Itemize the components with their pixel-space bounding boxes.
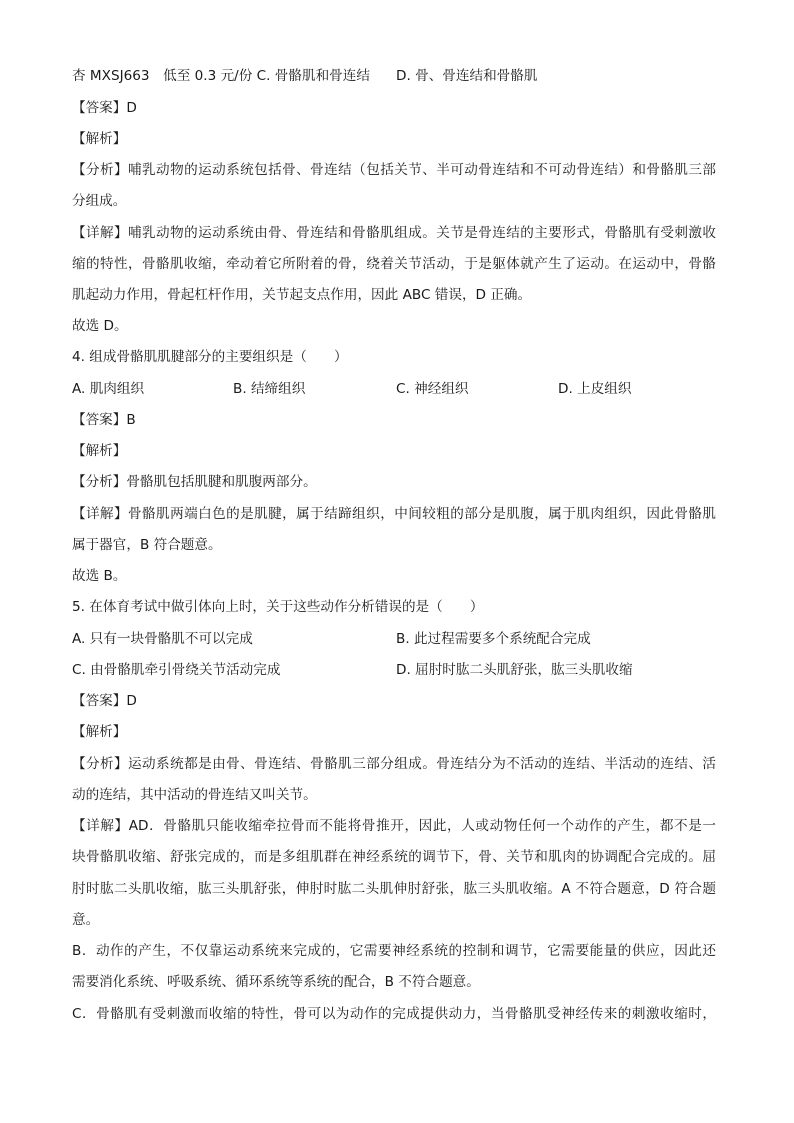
q4-stem: 4. 组成骨骼肌肌腱部分的主要组织是（ ） [72, 349, 348, 365]
q5-b-line-1: B．动作的产生，不仅靠运动系统来完成的，它需要神经系统的控制和调节，它需要能量的供应，因此还 [72, 943, 716, 959]
q5-xiangjie-line-1: 【详解】AD．骨骼肌只能收缩牵拉骨而不能将骨推开，因此，人或动物任何一个动作的产生，都不是一 [72, 818, 716, 834]
q4-option-d: D. 上皮组织 [558, 381, 632, 397]
q3-option-c: 杏 MXSJ663 低至 0.3 元/份 C. 骨骼肌和骨连结 [72, 68, 370, 84]
q5-fenxi-line-1: 【分析】运动系统都是由骨、骨连结、骨骼肌三部分组成。骨连结分为不活动的连结、半活动的连结、活 [72, 756, 716, 772]
q4-xiangjie-line-2: 属于器官，B 符合题意。 [72, 537, 222, 553]
q5-xiangjie-line-3: 肘时肱二头肌收缩，肱三头肌舒张，伸肘时肱二头肌伸肘舒张，肱三头肌收缩。A 不符合题意，D 符合题 [72, 881, 716, 897]
q3-conclusion: 故选 D。 [72, 318, 128, 334]
q3-fenxi-line-1: 【分析】哺乳动物的运动系统包括骨、骨连结（包括关节、半可动骨连结和不可动骨连结）和骨骼肌三部 [72, 162, 716, 178]
q5-answer: 【答案】D [72, 693, 137, 709]
q4-xiangjie-line-1: 【详解】骨骼肌两端白色的是肌腱，属于结蹄组织，中间较粗的部分是肌腹，属于肌肉组织，因此骨骼肌 [72, 506, 716, 522]
q3-xiangjie-line-3: 肌起动力作用，骨起杠杆作用，关节起支点作用，因此 ABC 错误，D 正确。 [72, 287, 532, 303]
q5-option-a: A. 只有一块骨骼肌不可以完成 [72, 631, 253, 647]
q5-stem: 5. 在体育考试中做引体向上时，关于这些动作分析错误的是（ ） [72, 599, 484, 615]
q4-option-c: C. 神经组织 [396, 381, 469, 397]
q5-analysis-heading: 【解析】 [72, 724, 127, 740]
q5-option-b: B. 此过程需要多个系统配合完成 [396, 631, 591, 647]
q4-option-a: A. 肌肉组织 [72, 381, 145, 397]
q3-xiangjie-line-2: 缩的特性，骨骼肌收缩，牵动着它所附着的骨，绕着关节活动，于是躯体就产生了运动。在运动中，骨骼 [72, 256, 716, 272]
q4-answer: 【答案】B [72, 412, 136, 428]
q3-xiangjie-line-1: 【详解】哺乳动物的运动系统由骨、骨连结和骨骼肌组成。关节是骨连结的主要形式，骨骼肌有受刺激收 [72, 225, 716, 241]
q5-b-line-2: 需要消化系统、呼吸系统、循环系统等系统的配合，B 不符合题意。 [72, 974, 480, 990]
q5-option-c: C. 由骨骼肌牵引骨绕关节活动完成 [72, 662, 281, 678]
q5-fenxi-line-2: 动的连结，其中活动的骨连结又叫关节。 [72, 787, 317, 803]
q5-option-d: D. 屈肘时肱二头肌舒张，肱三头肌收缩 [396, 662, 633, 678]
q3-answer: 【答案】D [72, 100, 137, 116]
q5-c-line-1: C．骨骼肌有受刺激而收缩的特性，骨可以为动作的完成提供动力，当骨骼肌受神经传来的刺激收缩时， [72, 1006, 716, 1022]
q3-option-d: D. 骨、骨连结和骨骼肌 [396, 68, 538, 84]
q4-fenxi: 【分析】骨骼肌包括肌腱和肌腹两部分。 [72, 474, 317, 490]
q5-xiangjie-line-4: 意。 [72, 912, 100, 928]
q3-analysis-heading: 【解析】 [72, 131, 127, 147]
q4-conclusion: 故选 B。 [72, 568, 127, 584]
q4-option-b: B. 结缔组织 [233, 381, 306, 397]
q4-analysis-heading: 【解析】 [72, 443, 127, 459]
q3-fenxi-line-2: 分组成。 [72, 193, 127, 209]
q5-xiangjie-line-2: 块骨骼肌收缩、舒张完成的，而是多组肌群在神经系统的调节下，骨、关节和肌肉的协调配合完成的。屈 [72, 849, 716, 865]
